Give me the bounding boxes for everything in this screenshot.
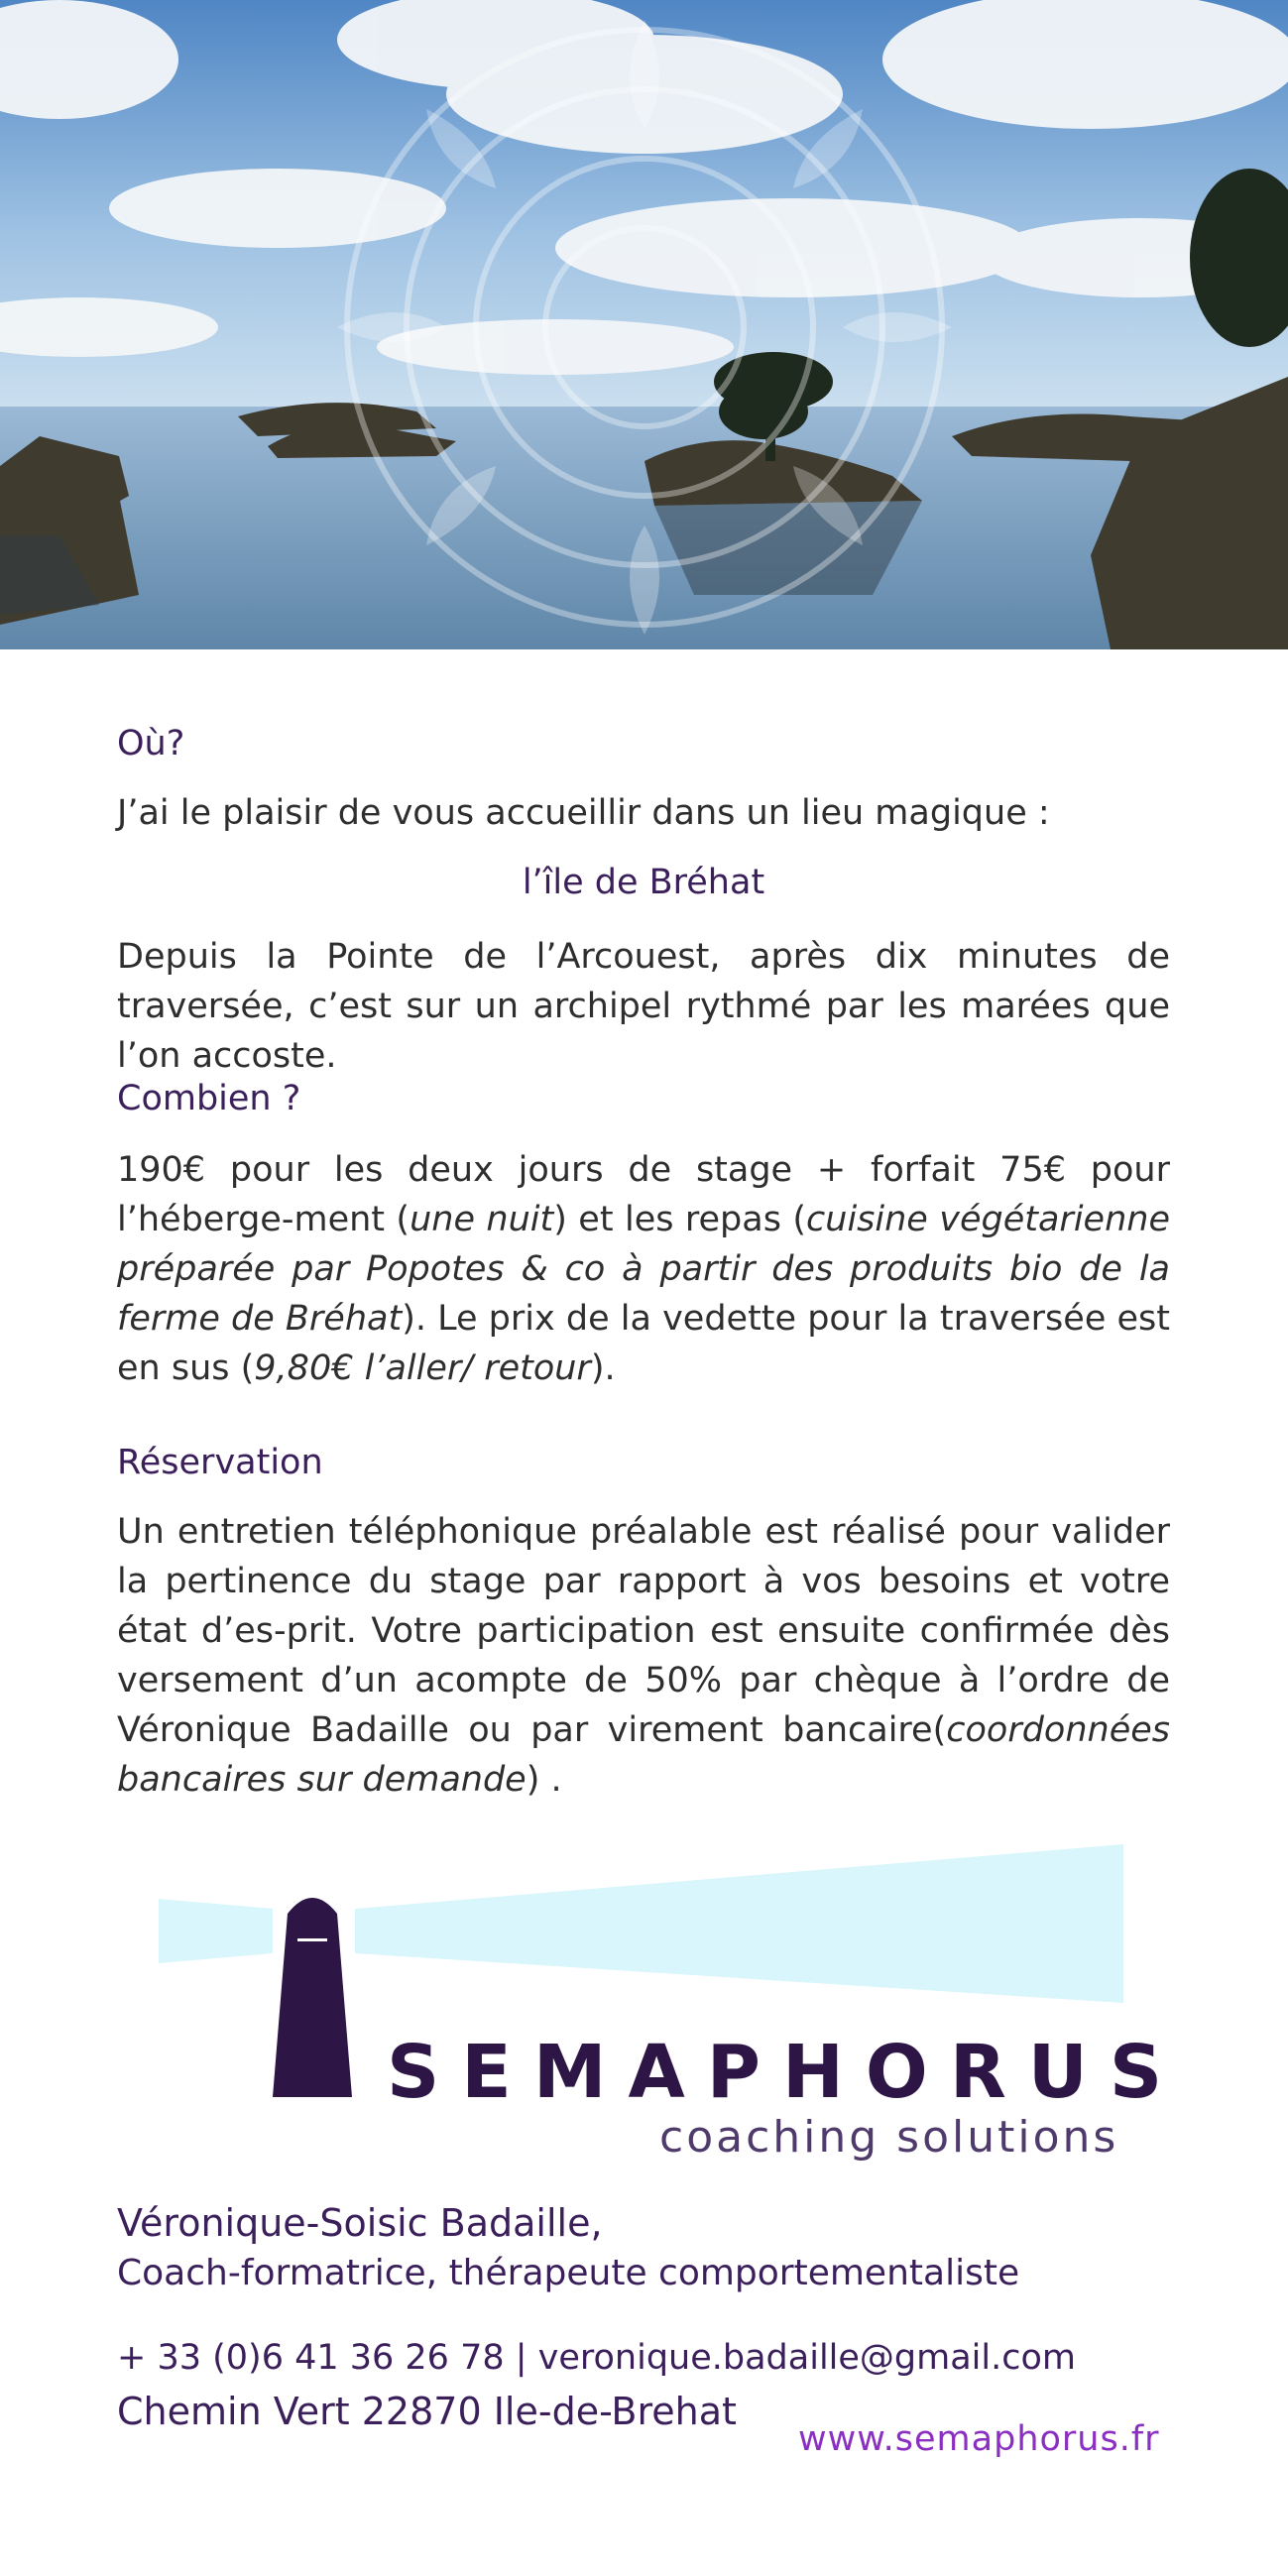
logo-wordmark: SEMAPHORUS (387, 2030, 1185, 2115)
hero-photo (0, 0, 1288, 649)
light-beam-right (355, 1844, 1123, 2003)
booking-body: Un entretien téléphonique préalable est réalisé pour valider la pertinence du stage par rapport à vos besoins et votre état d’es-prit. Votre participation est ensuite confirmée dès versement d’un acompte de 50% par chèque à l’ordre de Véronique Badaille ou par virement bancaire(coordonnées bancaires sur demande) . (117, 1512, 1170, 1800)
contact-name: Véronique-Soisic Badaille, (117, 2201, 603, 2245)
lighthouse-icon (273, 1898, 352, 2097)
price-body: 190€ pour les deux jours de stage + forfait 75€ pour l’héberge-ment (une nuit) et les repas (cuisine végétarienne préparée par Popotes & co à partir des produits bio de la ferme de Bréhat). Le prix de la vedette pour la traversée est en sus (9,80€ l’aller/ retour). (117, 1150, 1170, 1388)
contact-role: Coach-formatrice, thérapeute comportementaliste (117, 2253, 1020, 2293)
where-heading: Où? (117, 724, 185, 763)
light-beam-left (159, 1899, 273, 1963)
semaphorus-logo (0, 1844, 1288, 2181)
where-intro: J’ai le plaisir de vous accueillir dans un lieu magique : (117, 793, 1050, 833)
price-heading: Combien ? (117, 1079, 301, 1118)
logo-tagline: coaching solutions (659, 2112, 1119, 2163)
where-body: Depuis la Pointe de l’Arcouest, après dix minutes de traversée, c’est sur un archipel rythmé par les marées que l’on accoste. (117, 937, 1170, 1076)
booking-heading: Réservation (117, 1443, 323, 1482)
contact-phone-email[interactable]: + 33 (0)6 41 36 26 78 | veronique.badaille@gmail.com (117, 2338, 1077, 2378)
website-link[interactable]: www.semaphorus.fr (798, 2419, 1160, 2459)
place-name: l’île de Bréhat (522, 863, 765, 902)
contact-address: Chemin Vert 22870 Ile-de-Brehat (117, 2390, 737, 2433)
